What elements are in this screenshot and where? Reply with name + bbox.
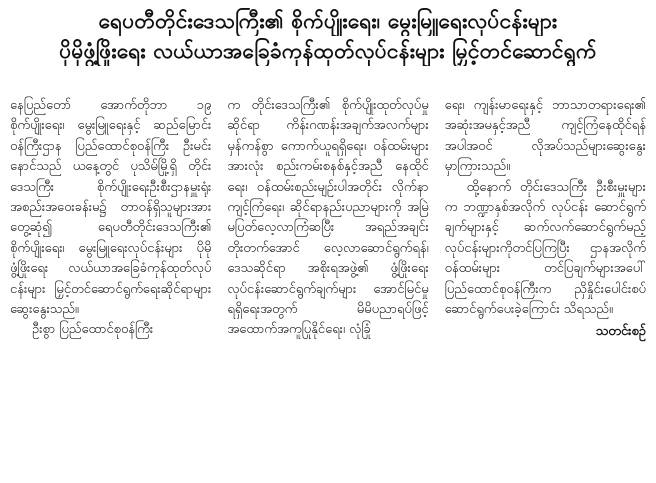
column-2	[227, 96, 428, 483]
headline-line-2: ပိုမိုဖွံ့ဖြိုးရေး လယ်ယာအခြေခံကုန်ထုတ်လုပ်ငန်းများ မြှင့်တင်ဆောင်ရွက်	[59, 39, 597, 63]
column-1	[10, 96, 211, 483]
headline-line-1: ရေပတီတိုင်းဒေသကြီး၏ စိုက်ပျိုးရေး၊ မွေးမြူရေးလုပ်ငန်းများ	[98, 9, 558, 33]
byline: သတင်းစဉ်	[595, 324, 646, 340]
paragraph: ထို့နောက် တိုင်းဒေသကြီး ဦးစီးမှူးများက ဘဏ္ဍာနှစ်အလိုက် လုပ်ငန်း ဆောင်ရွက်ချက်များနှင့် ဆက်လက်ဆောင်ရွက်မည့် လုပ်ငန်းများကိုတင်ပြကြပြီး ဌာနအလိုက်ဝန်ထမ်းများ တင်ပြချက်များအပေါ် ပြည်ထောင်စုဝန်ကြီးက ညှိနှိုင်းပေါင်းစပ် ဆောင်ရွက်ပေးခဲ့ကြောင်း သိရသည်။	[444, 179, 646, 318]
paragraph: နေပြည်တော် အောက်တိုဘာ ၁၉ စိုက်ပျိုးရေး၊ မွေးမြူရေးနှင့် ဆည်မြောင်းဝန်ကြီးဌာန ပြည်ထောင်စုဝန်ကြီး ဦးမင်းနောင်သည် ယနေ့တွင် ပုသိမ်မြို့ရှိ တိုင်းဒေသကြီး စိုက်ပျိုးရေးဦးစီးဌာနမှူးရုံး အစည်းအဝေးခန်းမ၌ တာဝန်ရှိသူများအား တွေ့ဆုံ၍ ရေပတီတိုင်းဒေသကြီး၏ စိုက်ပျိုးရေး၊ မွေးမြူရေးလုပ်ငန်းများ ပိုမိုဖွံ့ဖြိုးရေး လယ်ယာအခြေခံကုန်ထုတ်လုပ်ငန်းများ မြှင့်တင်ဆောင်ရွက်ရေးဆိုင်ရာများ ဆွေးနွေးသည်။	[10, 98, 212, 318]
paragraph: ရေး၊ ကျန်းမာရေးနှင့် ဘာသာတရားရေး၏ အဆုံးအမနှင့်အညီ ကျင့်ကြံနေထိုင်ရန် အပါအဝင် လိုအပ်သည်များဆွေးနွေးမှာကြားသည်။	[444, 98, 646, 175]
article-columns	[10, 96, 646, 483]
paragraph: က တိုင်းဒေသကြီး၏ စိုက်ပျိုးထုတ်လုပ်မှုဆိုင်ရာ ကိန်းဂဏန်းအချက်အလက်များ မှန်ကန်စွာ ကောက်ယူရရှိရေး၊ ဝန်ထမ်းများအားလုံး စည်းကမ်းစနစ်နှင့်အညီ နေထိုင်ရေး၊ ဝန်ထမ်းစည်းမျဉ်းပါအတိုင်း လိုက်နာကျင့်ကြံရေး၊ ဆိုင်ရာနည်းပညာများကို အမြဲမပြတ်လေ့လာကြံဆပြီး အရည်အချင်းတိုးတက်အောင် လေ့လာဆောင်ရွက်ရန်၊ ဒေသဆိုင်ရာ အစိုးရအဖွဲ့၏ ဖွံ့ဖြိုးရေးလုပ်ငန်းဆောင်ရွက်ချက်များ အောင်မြင်မှုရရှိရေးအတွက် မိမိပညာရပ်ဖြင့် အထောက်အကူပြုနိုင်ရေး၊ လုံခြုံ	[227, 98, 429, 338]
column-3	[445, 96, 646, 483]
paragraph: ဦးစွာ ပြည်ထောင်စုဝန်ကြီး	[32, 322, 154, 338]
